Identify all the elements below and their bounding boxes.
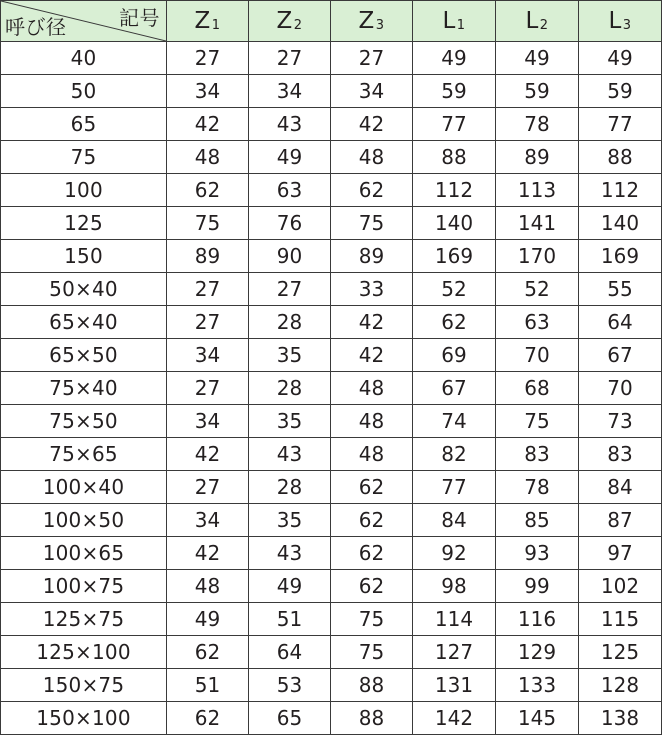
value-cell-l2: 99	[496, 570, 579, 603]
table-header	[1, 1, 662, 42]
value-cell-l3: 55	[579, 273, 662, 306]
table-row	[1, 405, 662, 438]
value-cell-z3: 48	[331, 405, 413, 438]
value-cell-z2: 43	[249, 537, 331, 570]
column-header-l3	[579, 1, 662, 42]
value-cell-z1: 51	[167, 669, 249, 702]
value-cell-l2: 68	[496, 372, 579, 405]
value-cell-l1: 52	[413, 273, 496, 306]
table-row	[1, 570, 662, 603]
value-cell-l1: 77	[413, 108, 496, 141]
value-cell-z2: 28	[249, 306, 331, 339]
value-cell-l3: 102	[579, 570, 662, 603]
value-cell-z1: 27	[167, 273, 249, 306]
column-subscript: 1	[211, 18, 221, 33]
value-cell-l1: 131	[413, 669, 496, 702]
value-cell-l3: 64	[579, 306, 662, 339]
value-cell-l2: 78	[496, 108, 579, 141]
value-cell-z2: 43	[249, 438, 331, 471]
value-cell-l3: 84	[579, 471, 662, 504]
table-row	[1, 108, 662, 141]
nominal-size-cell: 75	[1, 141, 167, 174]
value-cell-z3: 62	[331, 471, 413, 504]
nominal-size-cell: 150×100	[1, 702, 167, 735]
nominal-size-cell: 150×75	[1, 669, 167, 702]
nominal-size-cell: 100	[1, 174, 167, 207]
value-cell-l1: 69	[413, 339, 496, 372]
value-cell-l1: 169	[413, 240, 496, 273]
value-cell-z3: 88	[331, 669, 413, 702]
value-cell-z3: 62	[331, 174, 413, 207]
value-cell-z1: 27	[167, 471, 249, 504]
value-cell-l1: 92	[413, 537, 496, 570]
value-cell-z3: 75	[331, 207, 413, 240]
value-cell-l3: 49	[579, 42, 662, 75]
value-cell-l2: 85	[496, 504, 579, 537]
value-cell-z2: 49	[249, 141, 331, 174]
nominal-size-cell: 75×50	[1, 405, 167, 438]
table-row	[1, 273, 662, 306]
value-cell-z2: 27	[249, 42, 331, 75]
table-row	[1, 702, 662, 735]
value-cell-z3: 88	[331, 702, 413, 735]
value-cell-l1: 140	[413, 207, 496, 240]
value-cell-z1: 62	[167, 636, 249, 669]
value-cell-z3: 89	[331, 240, 413, 273]
column-header-l1	[413, 1, 496, 42]
value-cell-l3: 87	[579, 504, 662, 537]
table-row	[1, 174, 662, 207]
column-letter: L	[442, 8, 456, 34]
value-cell-z3: 48	[331, 141, 413, 174]
value-cell-z1: 49	[167, 603, 249, 636]
value-cell-z3: 48	[331, 372, 413, 405]
column-subscript: 2	[539, 18, 549, 33]
table-row	[1, 240, 662, 273]
nominal-size-cell: 125×75	[1, 603, 167, 636]
value-cell-l3: 73	[579, 405, 662, 438]
nominal-size-cell: 40	[1, 42, 167, 75]
value-cell-z2: 43	[249, 108, 331, 141]
table-row	[1, 339, 662, 372]
value-cell-l2: 170	[496, 240, 579, 273]
value-cell-l1: 82	[413, 438, 496, 471]
value-cell-l2: 59	[496, 75, 579, 108]
value-cell-z1: 42	[167, 108, 249, 141]
table-row	[1, 504, 662, 537]
table-row	[1, 636, 662, 669]
value-cell-l2: 70	[496, 339, 579, 372]
column-header-z2	[249, 1, 331, 42]
nominal-size-cell: 65	[1, 108, 167, 141]
value-cell-l2: 75	[496, 405, 579, 438]
column-subscript: 3	[622, 18, 632, 33]
nominal-size-cell: 50	[1, 75, 167, 108]
value-cell-z2: 76	[249, 207, 331, 240]
value-cell-l1: 114	[413, 603, 496, 636]
value-cell-l2: 145	[496, 702, 579, 735]
table-row	[1, 471, 662, 504]
value-cell-l2: 83	[496, 438, 579, 471]
value-cell-z2: 35	[249, 405, 331, 438]
value-cell-l1: 59	[413, 75, 496, 108]
value-cell-l2: 116	[496, 603, 579, 636]
column-letter: L	[525, 8, 539, 34]
symbol-label: 記号	[119, 6, 160, 30]
value-cell-l3: 112	[579, 174, 662, 207]
value-cell-l3: 77	[579, 108, 662, 141]
value-cell-z1: 27	[167, 372, 249, 405]
value-cell-l2: 93	[496, 537, 579, 570]
table-row	[1, 141, 662, 174]
value-cell-l3: 115	[579, 603, 662, 636]
nominal-size-cell: 100×75	[1, 570, 167, 603]
value-cell-l3: 70	[579, 372, 662, 405]
nominal-size-cell: 75×65	[1, 438, 167, 471]
column-letter: L	[608, 8, 622, 34]
column-letter: Z	[194, 8, 211, 34]
value-cell-z1: 42	[167, 438, 249, 471]
value-cell-l3: 140	[579, 207, 662, 240]
value-cell-l1: 112	[413, 174, 496, 207]
value-cell-l1: 98	[413, 570, 496, 603]
value-cell-l3: 125	[579, 636, 662, 669]
value-cell-z2: 35	[249, 339, 331, 372]
value-cell-l2: 141	[496, 207, 579, 240]
table-row	[1, 75, 662, 108]
value-cell-z1: 62	[167, 174, 249, 207]
nominal-size-cell: 125×100	[1, 636, 167, 669]
value-cell-l2: 113	[496, 174, 579, 207]
value-cell-l1: 74	[413, 405, 496, 438]
value-cell-l2: 89	[496, 141, 579, 174]
nominal-size-cell: 50×40	[1, 273, 167, 306]
value-cell-l3: 169	[579, 240, 662, 273]
value-cell-z1: 34	[167, 504, 249, 537]
header-row	[1, 1, 662, 42]
table-row	[1, 42, 662, 75]
value-cell-z2: 27	[249, 273, 331, 306]
table-row	[1, 306, 662, 339]
value-cell-l1: 142	[413, 702, 496, 735]
column-header-z3	[331, 1, 413, 42]
value-cell-z2: 53	[249, 669, 331, 702]
value-cell-z1: 34	[167, 75, 249, 108]
value-cell-z3: 62	[331, 504, 413, 537]
value-cell-z2: 64	[249, 636, 331, 669]
nominal-size-cell: 100×65	[1, 537, 167, 570]
value-cell-l3: 83	[579, 438, 662, 471]
value-cell-z3: 75	[331, 636, 413, 669]
value-cell-z1: 34	[167, 339, 249, 372]
value-cell-z2: 34	[249, 75, 331, 108]
table-row	[1, 438, 662, 471]
value-cell-z1: 62	[167, 702, 249, 735]
value-cell-l3: 128	[579, 669, 662, 702]
nominal-size-cell: 65×40	[1, 306, 167, 339]
table-row	[1, 372, 662, 405]
value-cell-l2: 63	[496, 306, 579, 339]
value-cell-l1: 84	[413, 504, 496, 537]
nominal-size-cell: 125	[1, 207, 167, 240]
value-cell-l1: 77	[413, 471, 496, 504]
value-cell-z1: 75	[167, 207, 249, 240]
value-cell-l2: 129	[496, 636, 579, 669]
value-cell-l3: 138	[579, 702, 662, 735]
value-cell-z3: 42	[331, 108, 413, 141]
table-row	[1, 603, 662, 636]
value-cell-z3: 42	[331, 306, 413, 339]
value-cell-z2: 65	[249, 702, 331, 735]
value-cell-l1: 88	[413, 141, 496, 174]
value-cell-z3: 48	[331, 438, 413, 471]
value-cell-z1: 27	[167, 42, 249, 75]
column-subscript: 2	[293, 18, 303, 33]
column-header-z1	[167, 1, 249, 42]
value-cell-l2: 52	[496, 273, 579, 306]
value-cell-l3: 59	[579, 75, 662, 108]
value-cell-z1: 48	[167, 570, 249, 603]
value-cell-l2: 78	[496, 471, 579, 504]
value-cell-z3: 42	[331, 339, 413, 372]
value-cell-z1: 34	[167, 405, 249, 438]
column-subscript: 3	[375, 18, 385, 33]
value-cell-z3: 34	[331, 75, 413, 108]
value-cell-l3: 97	[579, 537, 662, 570]
value-cell-l1: 127	[413, 636, 496, 669]
table-row	[1, 537, 662, 570]
nominal-size-cell: 65×50	[1, 339, 167, 372]
value-cell-l3: 67	[579, 339, 662, 372]
value-cell-z1: 27	[167, 306, 249, 339]
value-cell-z2: 35	[249, 504, 331, 537]
value-cell-z2: 28	[249, 471, 331, 504]
value-cell-z3: 62	[331, 537, 413, 570]
value-cell-z3: 62	[331, 570, 413, 603]
table-row	[1, 669, 662, 702]
value-cell-l1: 67	[413, 372, 496, 405]
nominal-size-cell: 150	[1, 240, 167, 273]
value-cell-l2: 133	[496, 669, 579, 702]
corner-header-cell	[1, 1, 167, 42]
value-cell-z2: 51	[249, 603, 331, 636]
value-cell-l2: 49	[496, 42, 579, 75]
value-cell-z2: 28	[249, 372, 331, 405]
value-cell-z2: 63	[249, 174, 331, 207]
value-cell-l3: 88	[579, 141, 662, 174]
value-cell-l1: 62	[413, 306, 496, 339]
nominal-size-cell: 100×40	[1, 471, 167, 504]
value-cell-z3: 75	[331, 603, 413, 636]
nominal-size-label: 呼び径	[5, 15, 67, 39]
table-body	[1, 42, 662, 735]
value-cell-z3: 33	[331, 273, 413, 306]
value-cell-z1: 89	[167, 240, 249, 273]
column-letter: Z	[276, 8, 293, 34]
value-cell-z1: 42	[167, 537, 249, 570]
value-cell-z2: 49	[249, 570, 331, 603]
value-cell-l1: 49	[413, 42, 496, 75]
value-cell-z2: 90	[249, 240, 331, 273]
column-header-l2	[496, 1, 579, 42]
nominal-size-cell: 75×40	[1, 372, 167, 405]
value-cell-z1: 48	[167, 141, 249, 174]
column-subscript: 1	[456, 18, 466, 33]
table-row	[1, 207, 662, 240]
nominal-size-cell: 100×50	[1, 504, 167, 537]
column-letter: Z	[358, 8, 375, 34]
value-cell-z3: 27	[331, 42, 413, 75]
